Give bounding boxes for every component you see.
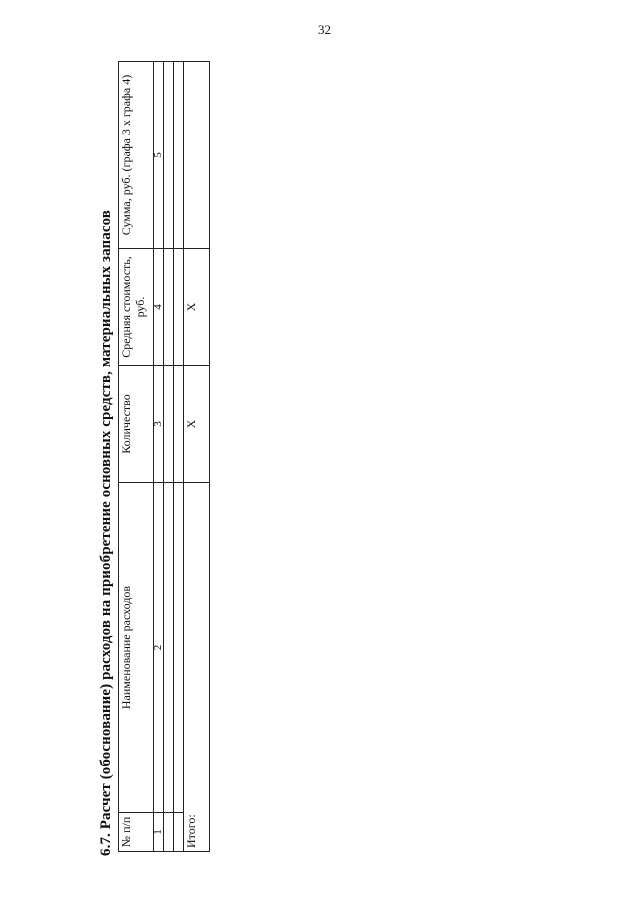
table-cell [174,813,184,852]
table-cell [164,483,174,813]
rotated-section [95,56,198,856]
table-header-row [119,62,154,852]
page-number: 32 [318,22,331,37]
header-index: № п/п [119,813,154,852]
header-expense-name: Наименование расходов [119,483,154,813]
column-number: 1 [154,813,164,852]
table-cell [174,62,184,249]
table-cell [164,366,174,483]
table-cell [174,249,184,366]
section-title: 6.7. Расчет (обоснование) расходов на приобретение основных средств, материальных запасов [98,209,114,856]
table-cell [174,483,184,813]
total-sum [184,62,210,249]
column-number: 2 [154,483,164,813]
total-row [184,62,210,852]
table-row [174,62,184,852]
table-row [164,62,174,852]
column-number: 5 [154,62,164,249]
header-sum: Сумма, руб. (графа 3 х графа 4) [119,62,154,249]
table-cell [164,62,174,249]
header-average-cost: Средняя стоимость, руб. [119,249,154,366]
header-quantity: Количество [119,366,154,483]
total-average-cost: Х [184,249,210,366]
table-cell [174,366,184,483]
table-cell [164,249,174,366]
table-cell [164,813,174,852]
column-number-row [154,62,164,852]
column-number: 3 [154,366,164,483]
costs-table [118,61,210,852]
total-label: Итого: [184,483,210,852]
total-quantity: Х [184,366,210,483]
column-number: 4 [154,249,164,366]
